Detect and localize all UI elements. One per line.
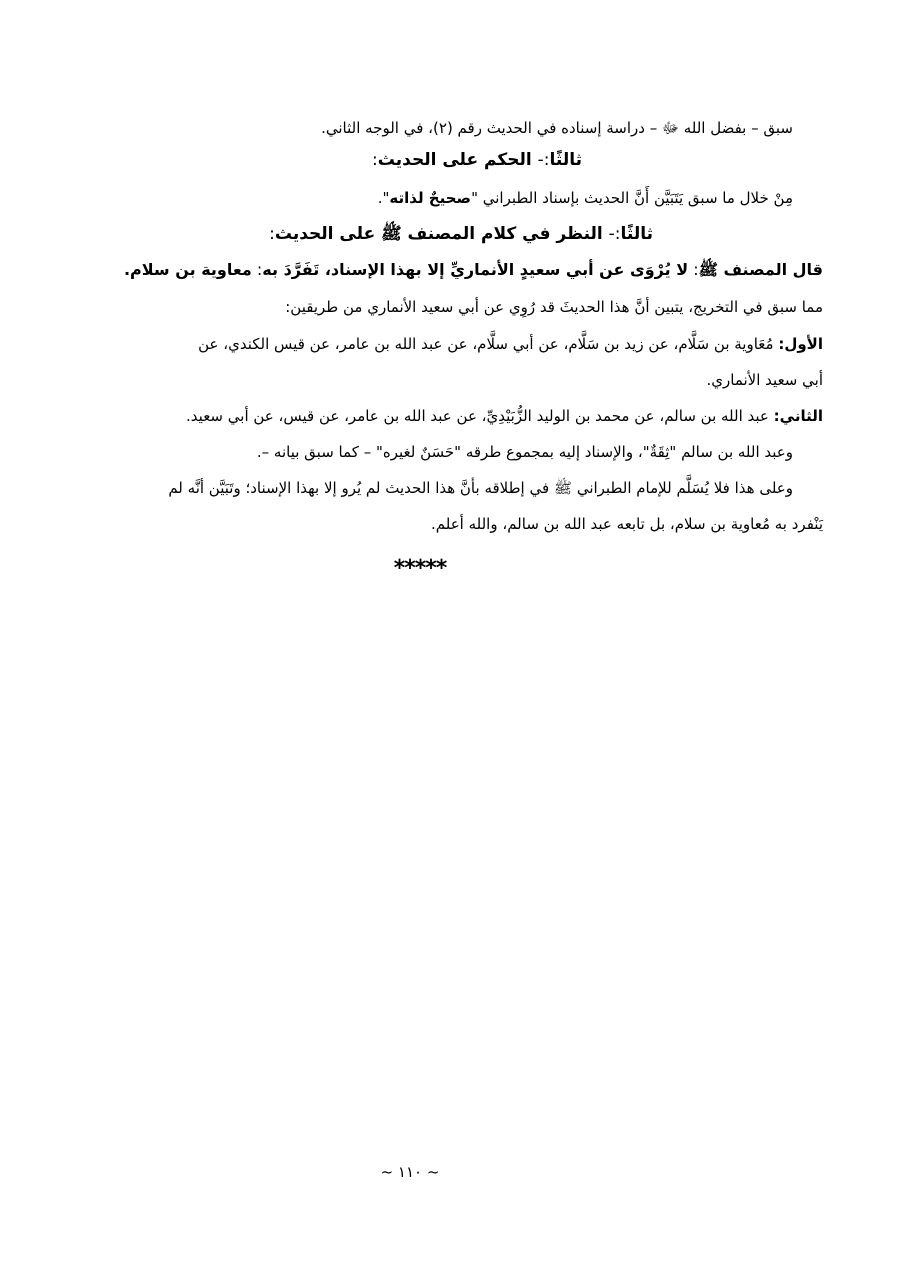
heading-author-review-number: ثالثًا (620, 224, 653, 244)
text-line-5a-content: وعلى هذا فلا يُسَلَّم للإمام الطبراني ﷺ في إطلاقه بأنَّ هذا الحديث لم يُرو إلا بهذا الإسناد؛ وتَبَيَّن أنَّه لم (168, 479, 793, 497)
author-quote-text: لا يُرْوَى عن أبي سعيدٍ الأنماريِّ إلا بهذا الإسناد، تَفَرَّدَ به (262, 260, 689, 279)
first-route-text: مُعَاوية بن سَلَّام، عن زيد بن سَلَّام، عن أبي سلَّام، عن عبد الله بن عامر، عن قيس الكندي، عن (198, 335, 779, 353)
text-line-3 (285, 295, 823, 319)
first-route-line-2 (707, 368, 823, 392)
heading-author-review (269, 222, 653, 246)
second-route-label: الثاني: (773, 407, 823, 425)
author-quote-colon-2: : (251, 260, 263, 279)
heading-author-review-separator: :- (608, 224, 621, 244)
author-quote-colon-1: : (688, 260, 699, 279)
text-line-2-prefix: مِنْ خلال ما سبق يَتَبَيَّن أَنَّ الحديث بإسناد الطبراني " (471, 189, 793, 207)
text-line-2-verdict: صحيحٌ لذاته (389, 189, 472, 207)
heading-ruling-number: ثالثًا (549, 150, 582, 170)
text-line-5b-content: يَنْفرد به مُعاوية بن سلام، بل تابعه عبد الله بن سالم، والله أعلم. (431, 515, 823, 533)
author-quote-narrator: معاوية بن سلام (130, 260, 252, 279)
text-line-5b (431, 512, 823, 536)
heading-author-review-title: النظر في كلام المصنف ﷺ على الحديث (274, 224, 609, 244)
text-line-2-suffix: ". (377, 189, 390, 207)
first-route-label: الأول: (778, 335, 823, 353)
heading-ruling-title: الحكم على الحديث (377, 150, 538, 170)
heading-ruling-separator: :- (537, 150, 550, 170)
text-line-4-content: وعبد الله بن سالم "ثِقَةٌ"، والإسناد إليه بمجموع طرقه "حَسَنٌ لغيره" – كما سبق بيانه –. (256, 443, 793, 461)
text-line-4 (257, 440, 793, 464)
second-route-text: عبد الله بن سالم، عن محمد بن الوليد الزُّبَيْدِيِّ، عن عبد الله بن عامر، عن قيس، عن أبي سعيد. (186, 407, 774, 425)
text-line-5a (168, 476, 793, 500)
section-divider-stars: ***** (393, 556, 447, 581)
text-line-1-content: سبق – بفضل الله ﷻ – دراسة إسناده في الحديث رقم (٢)، في الوجه الثاني. (321, 119, 793, 137)
first-route-line-1 (198, 332, 823, 356)
heading-ruling-colon: : (372, 150, 378, 170)
text-line-1 (321, 116, 793, 140)
text-line-3-content: مما سبق في التخريج، يتبين أنَّ هذا الحديثَ قد رُوِي عن أبي سعيد الأنماري من طريقين: (285, 298, 823, 316)
page-number: ~ ١١٠ ~ (380, 1163, 440, 1181)
first-route-text-continued: أبي سعيد الأنماري. (706, 371, 823, 389)
text-line-2 (378, 186, 793, 210)
author-quote (124, 258, 823, 282)
heading-ruling (372, 148, 582, 172)
heading-author-review-colon: : (269, 224, 275, 244)
second-route-line (186, 404, 823, 428)
author-quote-end: . (123, 260, 131, 279)
author-quote-speaker: قال المصنف ﷺ (698, 260, 823, 279)
